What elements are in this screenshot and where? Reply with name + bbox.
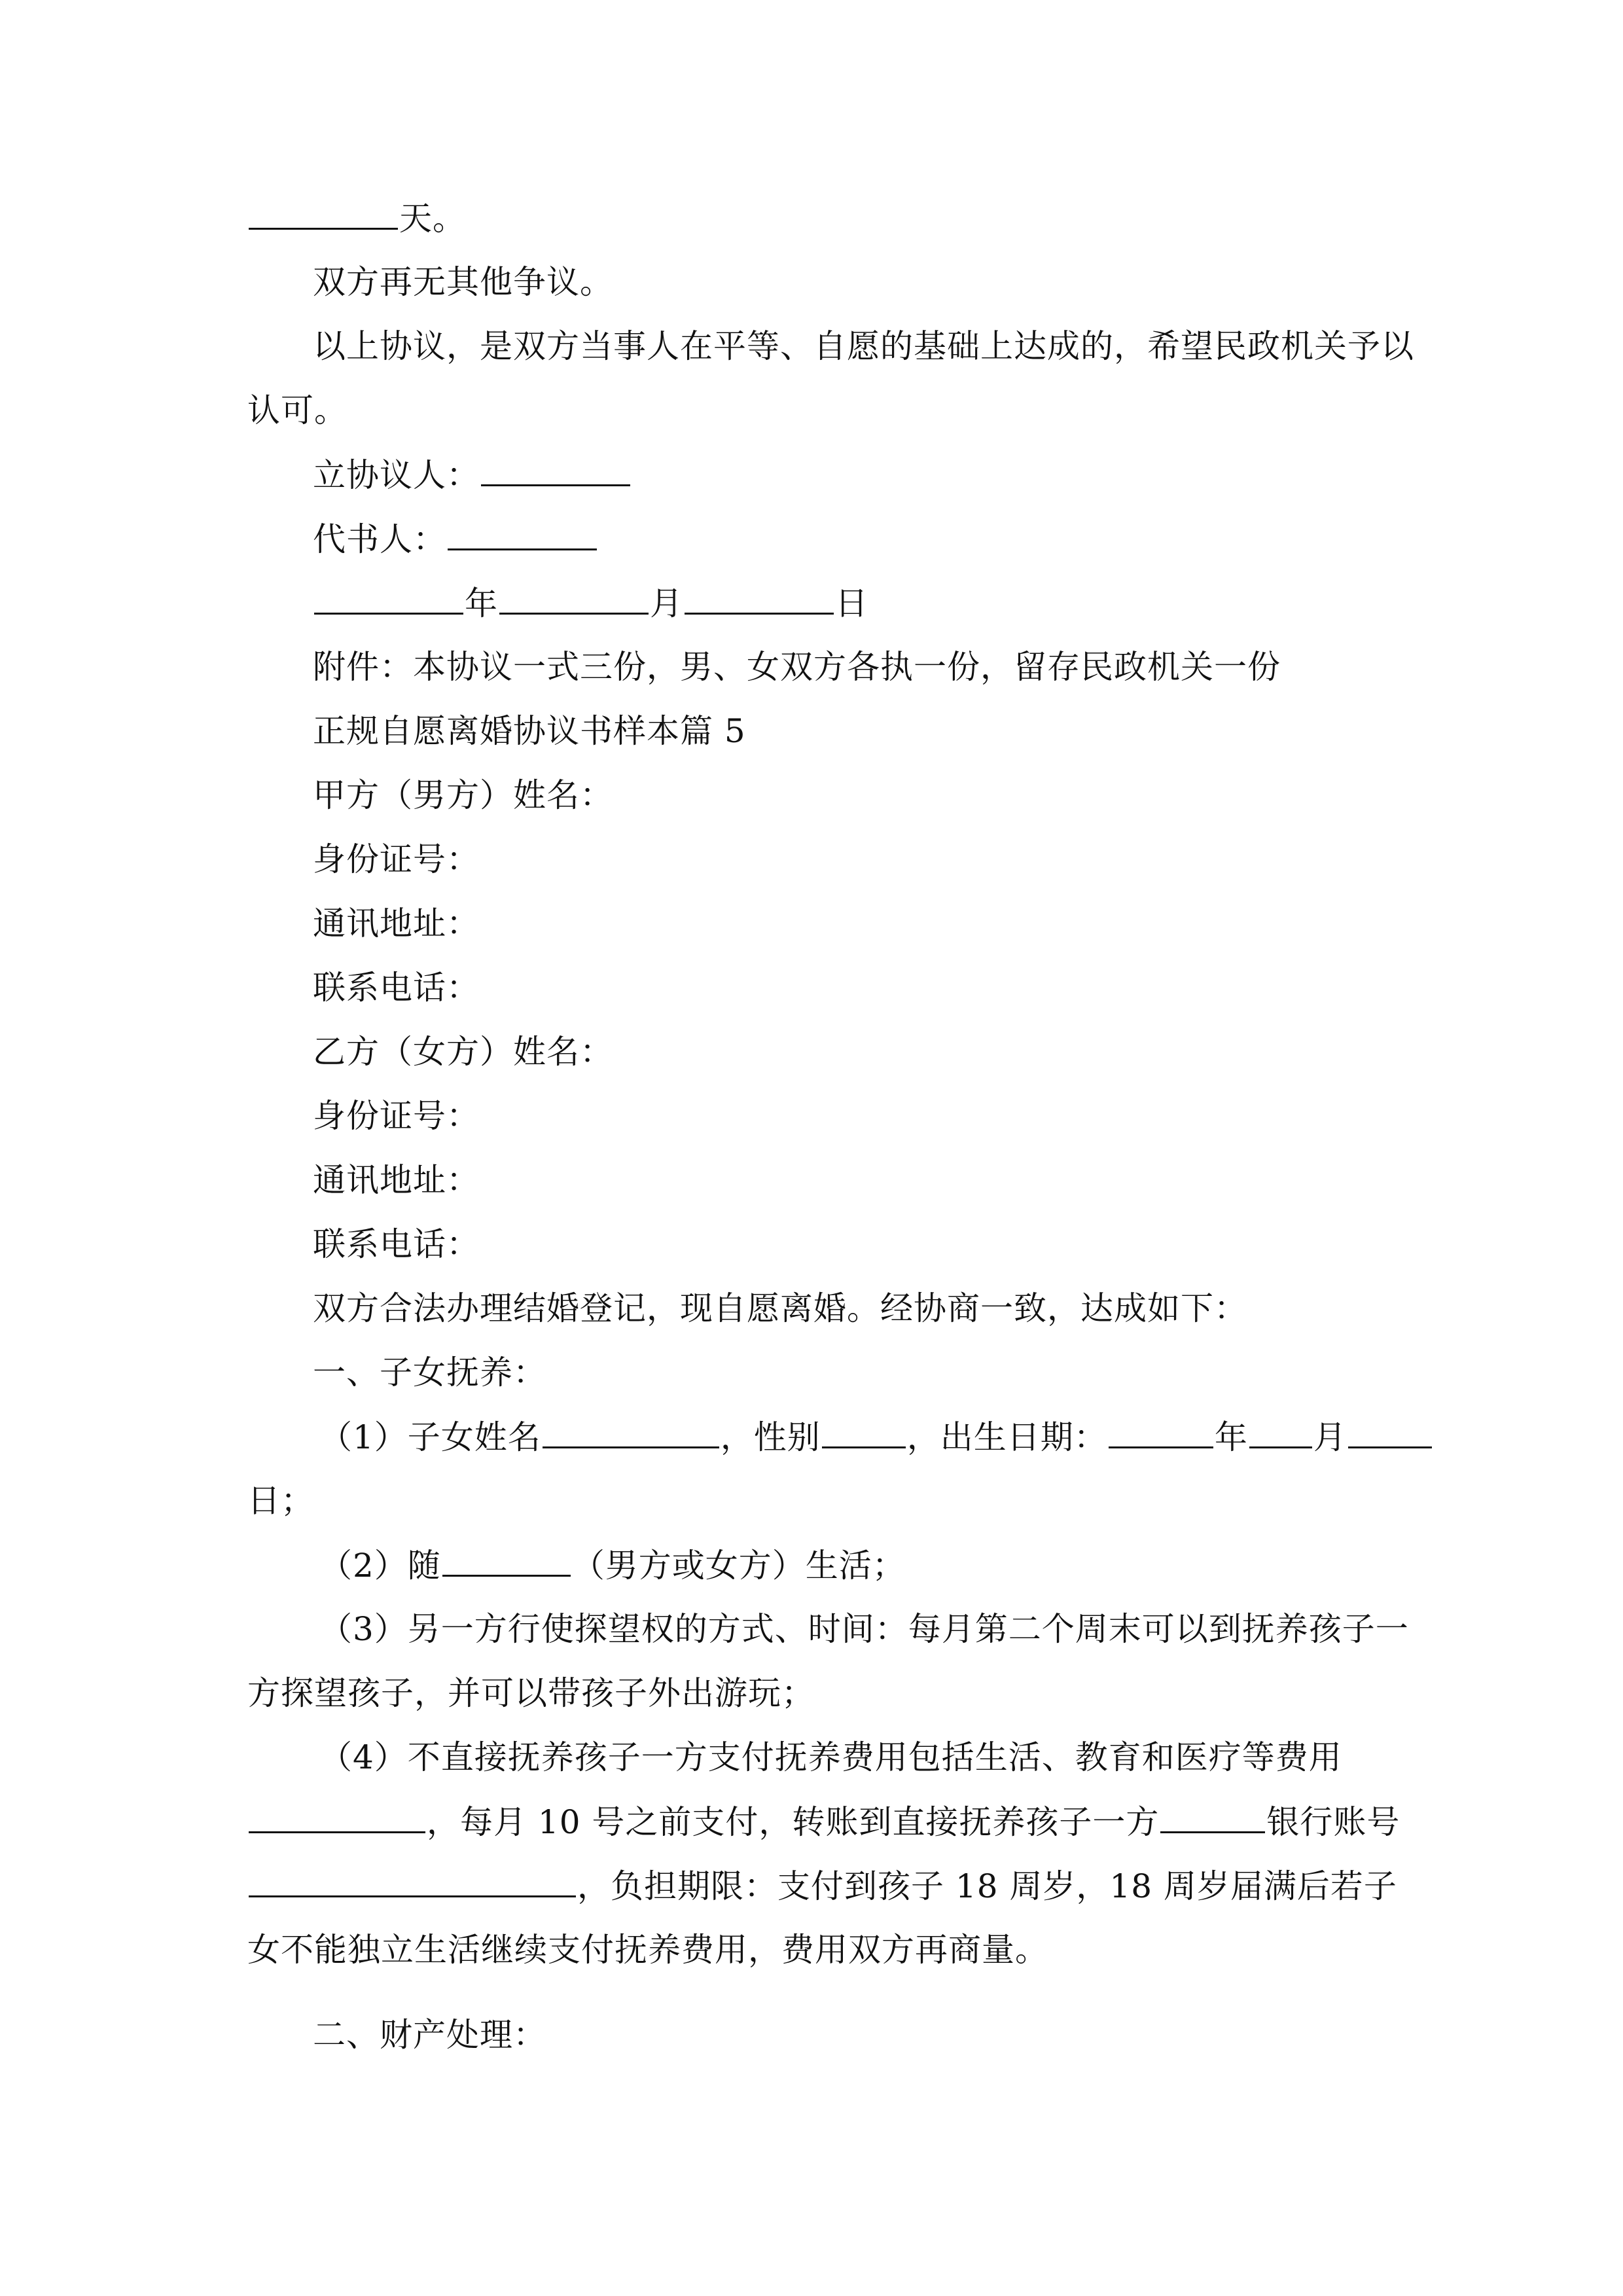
item4-line-2 bbox=[247, 1800, 1400, 1844]
bank-account-label: 银行账号 bbox=[1266, 1803, 1400, 1841]
child-name-blank bbox=[543, 1415, 719, 1448]
party-a-id: 身份证号： bbox=[313, 840, 480, 878]
custody-label: （2）随 bbox=[319, 1547, 441, 1585]
gender-label: ，性别 bbox=[720, 1418, 821, 1456]
custody-blank bbox=[442, 1543, 571, 1577]
birth-month-label: 月 bbox=[1313, 1418, 1347, 1456]
party-a-address: 通讯地址： bbox=[313, 905, 480, 942]
item2-line bbox=[319, 1543, 1465, 1587]
party-b-address: 通讯地址： bbox=[313, 1161, 480, 1199]
party-b-id: 身份证号： bbox=[313, 1097, 480, 1135]
preamble-line: 双方合法办理结婚登记，现自愿离婚。经协商一致，达成如下： bbox=[313, 1289, 1247, 1327]
support-amount-blank bbox=[249, 1800, 425, 1833]
no-dispute-line: 双方再无其他争议。 bbox=[313, 263, 613, 301]
agreement-line-1: 以上协议，是双方当事人在平等、自愿的基础上达成的，希望民政机关予以 bbox=[313, 327, 1414, 365]
bank-account-blank bbox=[249, 1864, 576, 1897]
day-label: 日 bbox=[835, 584, 868, 622]
bank-name-blank bbox=[1160, 1800, 1265, 1833]
agreement-line-2: 认可。 bbox=[247, 391, 348, 429]
item4-line-1: （4）不直接抚养孩子一方支付抚养费用包括生活、教育和医疗等费用 bbox=[319, 1738, 1342, 1776]
child-name-label: （1）子女姓名 bbox=[319, 1418, 541, 1456]
birthdate-label: ，出生日期： bbox=[906, 1418, 1107, 1456]
item1-line bbox=[319, 1415, 1465, 1459]
birth-year-label: 年 bbox=[1214, 1418, 1248, 1456]
gender-blank bbox=[822, 1415, 906, 1448]
child-heading: 一、子女抚养： bbox=[313, 1354, 546, 1391]
signatory-line bbox=[313, 453, 1458, 497]
days-text: 天。 bbox=[399, 200, 466, 238]
year-label: 年 bbox=[465, 584, 498, 622]
birth-month-blank bbox=[1249, 1415, 1312, 1448]
party-b-phone: 联系电话： bbox=[313, 1225, 480, 1263]
item3-line-1: （3）另一方行使探望权的方式、时间：每月第二个周末可以到抚养孩子一 bbox=[319, 1610, 1409, 1648]
party-b-name: 乙方（女方）姓名： bbox=[313, 1033, 613, 1071]
signatory-blank bbox=[481, 453, 630, 486]
attachment-line: 附件：本协议一式三份，男、女双方各执一份，留存民政机关一份 bbox=[313, 648, 1281, 686]
scribe-blank bbox=[448, 517, 597, 550]
payment-terms: ，每月 10 号之前支付，转账到直接抚养孩子一方 bbox=[427, 1803, 1160, 1841]
scribe-label: 代书人： bbox=[313, 520, 446, 558]
payment-duration: ，负担期限：支付到孩子 18 周岁，18 周岁届满后若子 bbox=[577, 1867, 1397, 1905]
blank-field bbox=[249, 196, 398, 230]
party-a-phone: 联系电话： bbox=[313, 969, 480, 1007]
day-blank bbox=[685, 581, 834, 615]
item1-day-line: 日； bbox=[247, 1482, 314, 1520]
item3-line-2: 方探望孩子，并可以带孩子外出游玩； bbox=[247, 1674, 815, 1712]
month-blank bbox=[499, 581, 649, 615]
custody-suffix: （男方或女方）生活； bbox=[571, 1547, 906, 1585]
party-a-name: 甲方（男方）姓名： bbox=[313, 776, 613, 814]
birth-day-blank bbox=[1348, 1415, 1432, 1448]
item4-line-3 bbox=[247, 1864, 1397, 1908]
birth-year-blank bbox=[1109, 1415, 1213, 1448]
month-label: 月 bbox=[650, 584, 683, 622]
days-line bbox=[247, 196, 1393, 240]
item4-line-4: 女不能独立生活继续支付抚养费用，费用双方再商量。 bbox=[247, 1931, 1048, 1969]
section-title: 正规自愿离婚协议书样本篇 5 bbox=[313, 712, 746, 750]
signatory-label: 立协议人： bbox=[313, 456, 480, 494]
property-heading: 二、财产处理： bbox=[313, 2016, 546, 2054]
year-blank bbox=[314, 581, 463, 615]
scribe-line bbox=[313, 517, 1458, 561]
date-line bbox=[313, 581, 1458, 625]
